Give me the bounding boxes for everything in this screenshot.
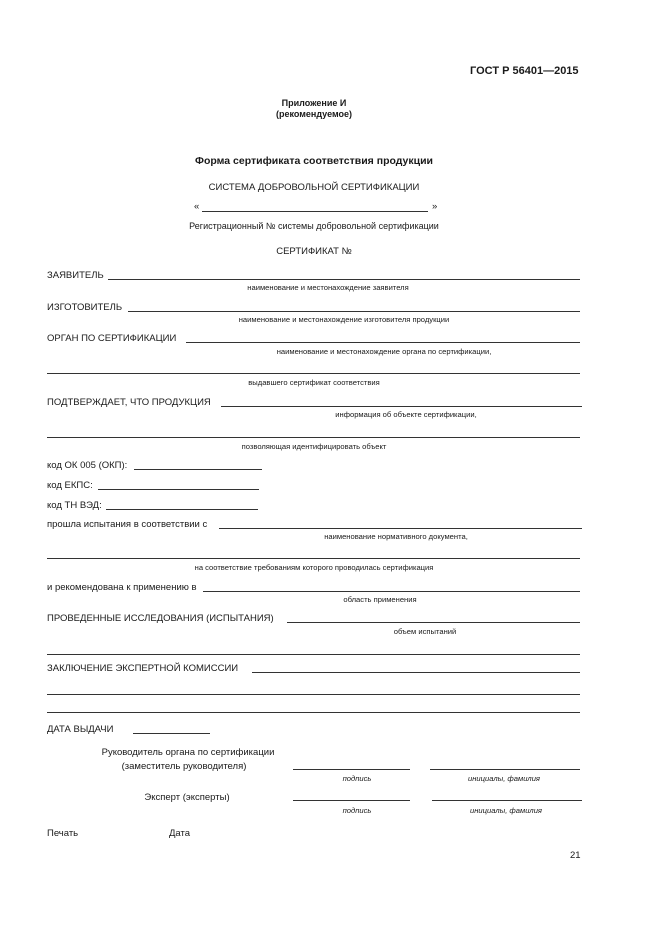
tnved-line[interactable]	[106, 509, 258, 510]
conclusion-line-3[interactable]	[47, 712, 580, 713]
issue-date-label: ДАТА ВЫДАЧИ	[47, 724, 114, 735]
recommended-hint: область применения	[343, 595, 417, 604]
ekps-label: код ЕКПС:	[47, 480, 93, 491]
form-title: Форма сертификата соответствия продукции	[194, 155, 434, 167]
confirms-hint: информация об объекте сертификации,	[335, 410, 477, 419]
applicant-line[interactable]	[108, 279, 580, 280]
recommended-line[interactable]	[203, 591, 580, 592]
manufacturer-hint: наименование и местонахождение изготовителя продукции	[238, 315, 450, 324]
confirms-label: ПОДТВЕРЖДАЕТ, ЧТО ПРОДУКЦИЯ	[47, 397, 211, 408]
quote-close: »	[432, 201, 438, 212]
head-label: Руководитель органа по сертификации	[101, 747, 275, 758]
manufacturer-label: ИЗГОТОВИТЕЛЬ	[47, 302, 123, 313]
okp-line[interactable]	[134, 469, 262, 470]
okp-label: код ОК 005 (ОКП):	[47, 460, 128, 471]
head-initials-line[interactable]	[430, 769, 580, 770]
expert-signature-line[interactable]	[293, 800, 410, 801]
conclusion-line-2[interactable]	[47, 694, 580, 695]
ekps-line[interactable]	[98, 489, 259, 490]
body-hint: наименование и местонахождение органа по сертификации,	[276, 347, 492, 356]
tnved-label: код ТН ВЭД:	[47, 500, 102, 511]
appendix-note: (рекомендуемое)	[276, 109, 352, 119]
recommended-label: и рекомендована к применению в	[47, 582, 197, 593]
expert-initials-hint: инициалы, фамилия	[470, 806, 542, 815]
expert-initials-line[interactable]	[432, 800, 582, 801]
applicant-label: ЗАЯВИТЕЛЬ	[47, 270, 104, 281]
seal-label: Печать	[47, 828, 79, 839]
tested-hint-2: на соответствие требованиям которого проводилась сертификация	[194, 563, 434, 572]
tested-hint: наименование нормативного документа,	[324, 532, 468, 541]
body-line[interactable]	[186, 342, 580, 343]
body-hint-2: выдавшего сертификат соответствия	[248, 378, 380, 387]
confirms-hint-2: позволяющая идентифицировать объект	[241, 442, 387, 451]
head-initials-hint: инициалы, фамилия	[468, 774, 540, 783]
reg-number: Регистрационный № системы добровольной сертификации	[189, 221, 439, 231]
system-name-line[interactable]	[202, 211, 428, 212]
issue-date-line[interactable]	[133, 733, 210, 734]
quote-open: «	[194, 201, 200, 212]
tested-label: прошла испытания в соответствии с	[47, 519, 208, 530]
page-number: 21	[570, 850, 581, 861]
confirms-line[interactable]	[221, 406, 582, 407]
applicant-hint: наименование и местонахождение заявителя	[247, 283, 409, 292]
head-signature-hint: подпись	[342, 774, 372, 783]
system-title: СИСТЕМА ДОБРОВОЛЬНОЙ СЕРТИФИКАЦИИ	[208, 182, 420, 193]
expert-label: Эксперт (эксперты)	[144, 792, 230, 803]
research-hint: объем испытаний	[393, 627, 457, 636]
date-label: Дата	[169, 828, 191, 839]
tested-line-2[interactable]	[47, 558, 580, 559]
standard-number: ГОСТ Р 56401—2015	[470, 65, 579, 77]
head-signature-line[interactable]	[293, 769, 410, 770]
research-label: ПРОВЕДЕННЫЕ ИССЛЕДОВАНИЯ (ИСПЫТАНИЯ)	[47, 613, 274, 624]
certificate-number: СЕРТИФИКАТ №	[276, 246, 352, 257]
body-label: ОРГАН ПО СЕРТИФИКАЦИИ	[47, 333, 177, 344]
research-line[interactable]	[287, 622, 580, 623]
appendix-title: Приложение И	[281, 98, 347, 108]
manufacturer-line[interactable]	[128, 311, 580, 312]
deputy-label: (заместитель руководителя)	[121, 761, 247, 772]
confirms-line-2[interactable]	[47, 437, 580, 438]
tested-line[interactable]	[219, 528, 582, 529]
conclusion-line[interactable]	[252, 672, 580, 673]
expert-signature-hint: подпись	[342, 806, 372, 815]
research-line-2[interactable]	[47, 654, 580, 655]
conclusion-label: ЗАКЛЮЧЕНИЕ ЭКСПЕРТНОЙ КОМИССИИ	[47, 663, 239, 674]
body-line-2[interactable]	[47, 373, 580, 374]
